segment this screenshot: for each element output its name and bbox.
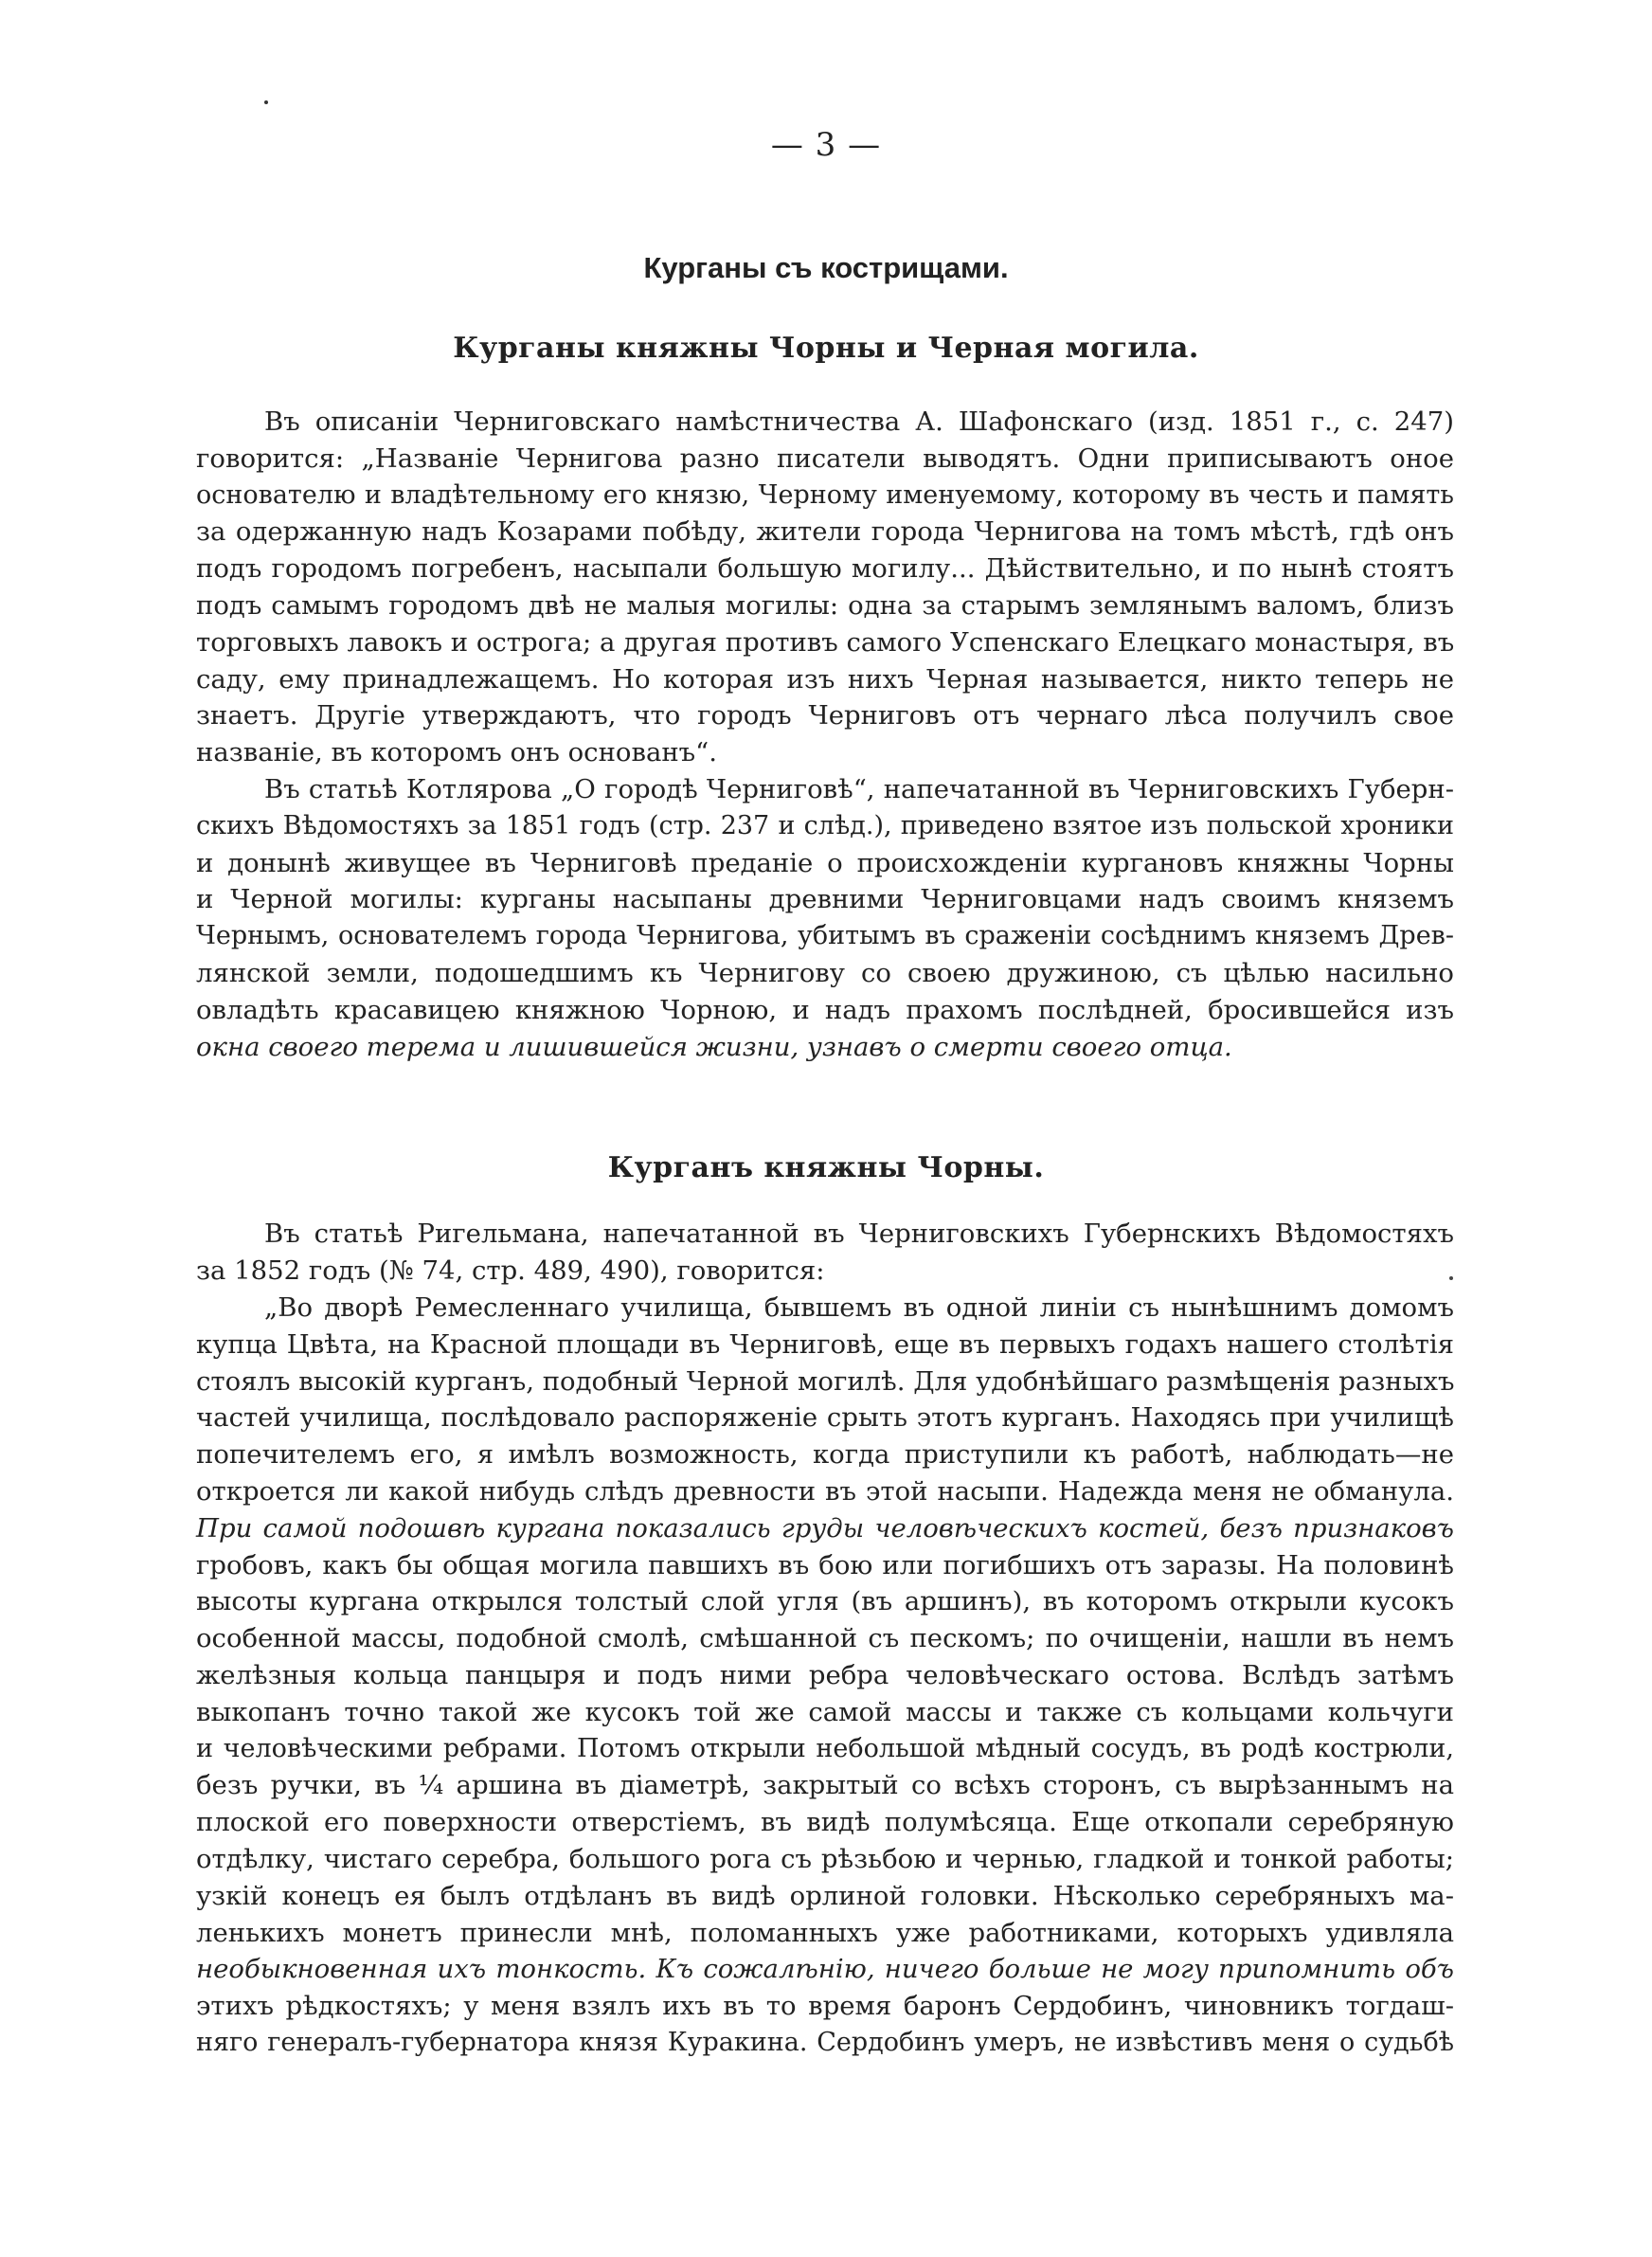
text-line: и донынѣ живущее въ Черниговѣ преданіе о происхожденіи кургановъ княжны Чорны xyxy=(196,847,1454,878)
subsection-title-1: Курганы княжны Чорны и Черная могила. xyxy=(453,332,1199,365)
text-line: стоялъ высокій курганъ, подобный Черной могилѣ. Для удобнѣйшаго размѣщенія разныхъ xyxy=(196,1365,1455,1397)
text-line: Въ описаніи Черниговскаго намѣстничества А. Шафонскаго (изд. 1851 г., с. 247) xyxy=(264,406,1454,437)
paper-speck xyxy=(264,100,268,104)
text-line: При самой подошвѣ кургана показались груды человѣческихъ костей, безъ признаковъ xyxy=(196,1512,1454,1544)
text-line: гробовъ, какъ бы общая могила павшихъ въ бою или погибшихъ отъ заразы. На половинѣ xyxy=(196,1549,1454,1580)
text-line: за одержанную надъ Козарами побѣду, жители города Чернигова на томъ мѣстѣ, гдѣ онъ xyxy=(196,516,1454,548)
subsection-title-2: Курганъ княжны Чорны. xyxy=(607,1151,1045,1184)
text-line: этихъ рѣдкостяхъ; у меня взялъ ихъ въ то время баронъ Сердобинъ, чиновникъ тогдаш- xyxy=(196,1991,1454,2022)
text-line: частей училища, послѣдовало распоряженіе срыть этотъ курганъ. Находясь при училищѣ xyxy=(196,1402,1454,1434)
text-line: ленькихъ монетъ принесли мнѣ, поломанныхъ уже работниками, которыхъ удивляла xyxy=(196,1917,1454,1948)
paragraph-4 xyxy=(196,1290,1454,2062)
text-line: выкопанъ точно такой же кусокъ той же самой массы и также съ кольцами кольчуги xyxy=(196,1696,1454,1727)
text-line: лянской земли, подошедшимъ къ Чернигову со своею дружиною, съ цѣлью насильно xyxy=(196,957,1454,988)
text-line: знаетъ. Другіе утверждаютъ, что городъ Черниговъ отъ чернаго лѣса получилъ свое xyxy=(196,700,1454,731)
text-line: „Во дворѣ Ремесленнаго училища, бывшемъ въ одной линіи съ нынѣшнимъ домомъ xyxy=(264,1292,1454,1323)
paragraph-2 xyxy=(196,771,1454,1065)
text-line: саду, ему принадлежащемъ. Но которая изъ нихъ Черная называется, никто теперь не xyxy=(196,663,1454,695)
text-line: торговыхъ лавокъ и острога; а другая противъ самого Успенскаго Елецкаго монастыря, въ xyxy=(196,626,1455,658)
text-line: говорится: „Названіе Чернигова разно писатели выводятъ. Одни приписываютъ оное xyxy=(196,442,1454,474)
text-line: и человѣческими ребрами. Потомъ открыли небольшой мѣдный сосудъ, въ родѣ кострюли, xyxy=(196,1733,1454,1763)
text-line: подъ городомъ погребенъ, насыпали большую могилу... Дѣйствительно, и по нынѣ стоятъ xyxy=(196,553,1454,585)
text-line: и Черной могилы: курганы насыпаны древними Черниговцами надъ своимъ княземъ xyxy=(196,884,1454,915)
text-line: за 1852 годъ (№ 74, стр. 489, 490), говорится: xyxy=(196,1255,825,1286)
text-line: купца Цвѣта, на Красной площади въ Черниговѣ, еще въ первыхъ годахъ нашего столѣтія xyxy=(196,1328,1454,1360)
text-line: откроется ли какой нибудь слѣдъ древности въ этой насыпи. Надежда меня не обманула. xyxy=(196,1475,1454,1507)
text-line: попечителемъ его, я имѣлъ возможность, когда приступили къ работѣ, наблюдать—не xyxy=(196,1439,1454,1471)
text-line: основателю и владѣтельному его князю, Черному именуемому, которому въ честь и память xyxy=(196,479,1454,510)
text-line: узкій конецъ ея былъ отдѣланъ въ видѣ орлиной головки. Нѣсколько серебряныхъ ма- xyxy=(196,1880,1454,1911)
text-line: овладѣть красавицею княжною Чорною, и надъ прахомъ послѣдней, бросившейся изъ xyxy=(196,994,1454,1025)
text-line: няго генералъ-губернатора князя Куракина. Сердобинъ умеръ, не извѣстивъ меня о судьбѣ xyxy=(196,2027,1454,2057)
text-line: желѣзныя кольца панцыря и подъ ними ребра человѣческаго остова. Вслѣдъ затѣмъ xyxy=(196,1659,1454,1690)
text-line: окна своего терема и лишившейся жизни, узнавъ о смерти своего отца. xyxy=(196,1031,1232,1062)
text-line: скихъ Вѣдомостяхъ за 1851 годъ (стр. 237 и слѣд.), приведено взятое изъ польской хроники xyxy=(196,810,1454,840)
text-line: отдѣлку, чистаго серебра, большого рога съ рѣзьбою и чернью, гладкой и тонкой работы; xyxy=(196,1843,1454,1874)
text-line: высоты кургана открылся толстый слой угля (въ аршинъ), въ которомъ открыли кусокъ xyxy=(196,1586,1454,1617)
paragraph-3 xyxy=(196,1216,1454,1290)
text-line: безъ ручки, въ ¼ аршина въ діаметрѣ, закрытый со всѣхъ сторонъ, съ вырѣзаннымъ на xyxy=(196,1770,1454,1801)
text-line: плоской его поверхности отверстіемъ, въ видѣ полумѣсяца. Еще откопали серебряную xyxy=(196,1807,1454,1838)
text-line: названіе, въ которомъ онъ основанъ“. xyxy=(196,737,717,768)
text-line: Чернымъ, основателемъ города Чернигова, убитымъ въ сраженіи сосѣднимъ княземъ Древ- xyxy=(196,921,1454,951)
section-title: Курганы съ кострищами. xyxy=(643,251,1009,284)
text-line: необыкновенная ихъ тонкость. Къ сожалѣнію, ничего больше не могу припомнить объ xyxy=(196,1954,1454,1985)
paragraph-1 xyxy=(196,404,1454,771)
page-number: — 3 — xyxy=(770,126,882,164)
text-line: Въ статьѣ Котлярова „О городѣ Черниговѣ“, напечатанной въ Черниговскихъ Губерн- xyxy=(264,774,1454,804)
text-line: Въ статьѣ Ригельмана, напечатанной въ Черниговскихъ Губернскихъ Вѣдомостяхъ xyxy=(264,1219,1454,1249)
text-line: особенной массы, подобной смолѣ, смѣшанной съ пескомъ; по очищеніи, нашли въ немъ xyxy=(196,1623,1454,1654)
text-line: подъ самымъ городомъ двѣ не малыя могилы: одна за старымъ землянымъ валомъ, близъ xyxy=(196,589,1454,621)
